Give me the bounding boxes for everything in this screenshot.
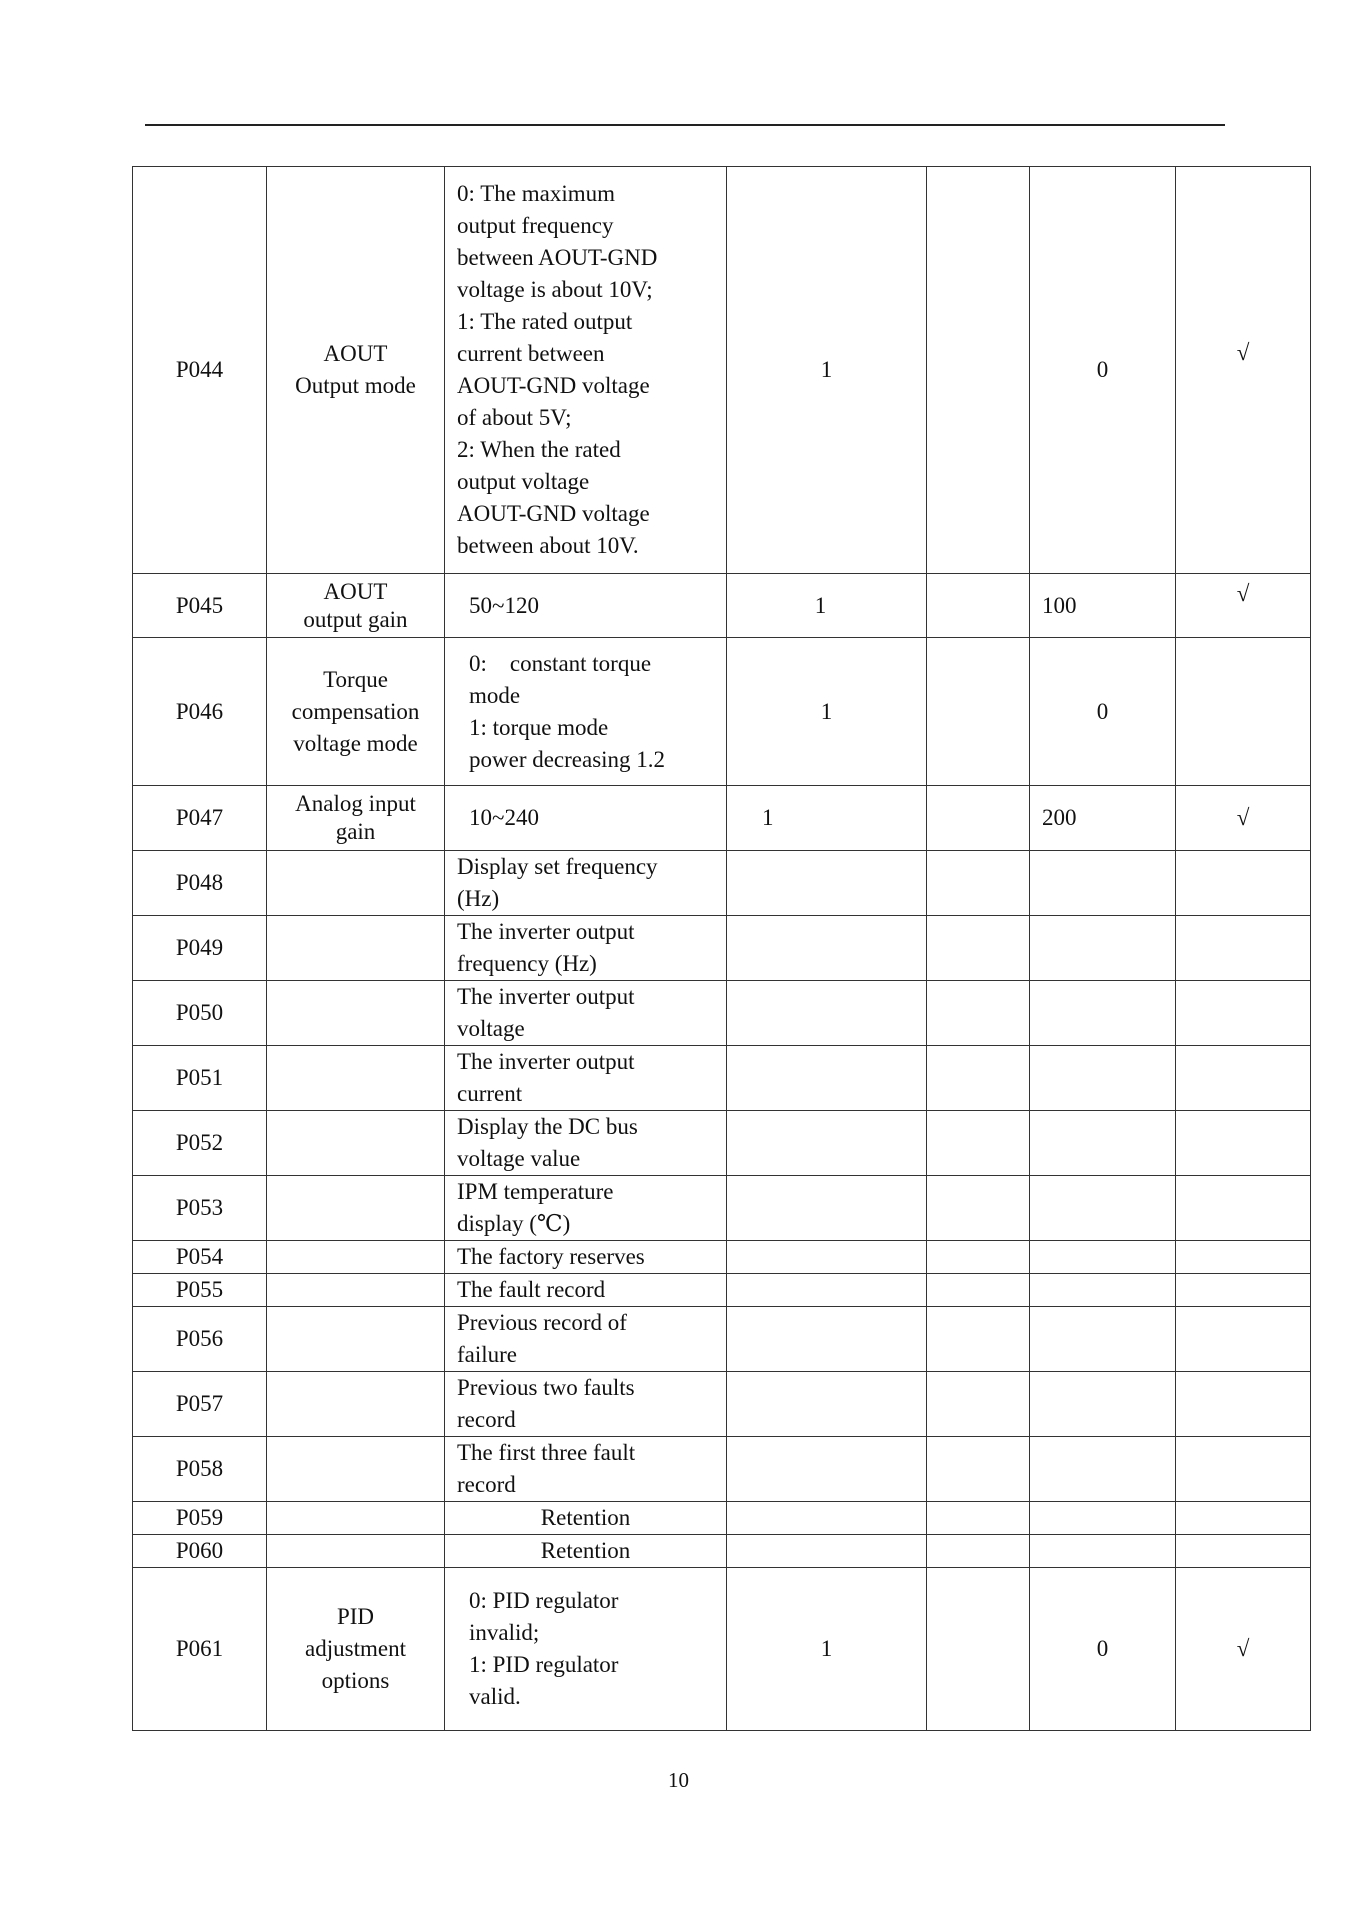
param-name <box>267 1111 445 1176</box>
modify-check <box>1176 1241 1311 1274</box>
empty-cell <box>927 1372 1030 1437</box>
empty-cell <box>927 851 1030 916</box>
empty-cell <box>927 1307 1030 1372</box>
param-default <box>1030 916 1176 981</box>
param-name: AOUT Output mode <box>267 167 445 574</box>
param-default: 100 <box>1030 574 1176 638</box>
parameter-table <box>132 166 1311 1731</box>
param-description: 10~240 <box>445 786 727 851</box>
param-default: 200 <box>1030 786 1176 851</box>
param-name <box>267 851 445 916</box>
param-unit <box>727 1372 927 1437</box>
empty-cell <box>927 786 1030 851</box>
modify-check <box>1176 1046 1311 1111</box>
param-unit: 1 <box>727 786 927 851</box>
param-code: P049 <box>133 916 267 981</box>
table-row <box>133 1274 1311 1307</box>
param-name: Torque compensation voltage mode <box>267 638 445 786</box>
param-description: Display set frequency (Hz) <box>445 851 727 916</box>
param-code: P046 <box>133 638 267 786</box>
modify-check <box>1176 981 1311 1046</box>
param-code: P045 <box>133 574 267 638</box>
param-unit <box>727 851 927 916</box>
param-unit <box>727 1241 927 1274</box>
table-row <box>133 981 1311 1046</box>
param-unit <box>727 1274 927 1307</box>
param-name <box>267 1502 445 1535</box>
param-description: The factory reserves <box>445 1241 727 1274</box>
param-name: Analog input gain <box>267 786 445 851</box>
param-code: P057 <box>133 1372 267 1437</box>
empty-cell <box>927 167 1030 574</box>
param-name <box>267 1274 445 1307</box>
param-description: 50~120 <box>445 574 727 638</box>
table-row <box>133 1307 1311 1372</box>
param-description: The fault record <box>445 1274 727 1307</box>
param-code: P058 <box>133 1437 267 1502</box>
param-code: P060 <box>133 1535 267 1568</box>
empty-cell <box>927 1502 1030 1535</box>
modify-check <box>1176 1437 1311 1502</box>
param-default: 0 <box>1030 167 1176 574</box>
modify-check: √ <box>1176 786 1311 851</box>
param-code: P059 <box>133 1502 267 1535</box>
param-description: The first three fault record <box>445 1437 727 1502</box>
table-row <box>133 851 1311 916</box>
modify-check <box>1176 1372 1311 1437</box>
param-default <box>1030 1372 1176 1437</box>
param-description: The inverter output voltage <box>445 981 727 1046</box>
param-unit <box>727 916 927 981</box>
empty-cell <box>927 1046 1030 1111</box>
table-row <box>133 1535 1311 1568</box>
modify-check: √ <box>1176 1568 1311 1731</box>
param-unit: 1 <box>727 1568 927 1731</box>
param-default <box>1030 1176 1176 1241</box>
param-unit <box>727 1111 927 1176</box>
param-name <box>267 1372 445 1437</box>
table-row <box>133 1046 1311 1111</box>
param-description: 0: The maximum output frequency between AOUT-GND voltage is about 10V; 1: The rated output current between AOUT-GND voltage of about 5V; 2: When the rated output voltage AOUT-GND voltage between about 10V. <box>445 167 727 574</box>
param-name <box>267 1535 445 1568</box>
param-default <box>1030 1307 1176 1372</box>
param-description: IPM temperature display (℃) <box>445 1176 727 1241</box>
modify-check <box>1176 851 1311 916</box>
table-row <box>133 1502 1311 1535</box>
table-row <box>133 1176 1311 1241</box>
param-code: P051 <box>133 1046 267 1111</box>
empty-cell <box>927 1274 1030 1307</box>
param-name <box>267 1437 445 1502</box>
param-code: P052 <box>133 1111 267 1176</box>
empty-cell <box>927 1176 1030 1241</box>
param-name <box>267 916 445 981</box>
param-code: P056 <box>133 1307 267 1372</box>
param-unit: 1 <box>727 638 927 786</box>
param-description: 0: constant torque mode 1: torque mode power decreasing 1.2 <box>445 638 727 786</box>
empty-cell <box>927 1241 1030 1274</box>
empty-cell <box>927 574 1030 638</box>
modify-check <box>1176 916 1311 981</box>
param-default: 0 <box>1030 1568 1176 1731</box>
table-row <box>133 638 1311 786</box>
param-default <box>1030 1274 1176 1307</box>
table-row <box>133 167 1311 574</box>
table-row <box>133 786 1311 851</box>
param-unit: 1 <box>727 167 927 574</box>
param-default <box>1030 1502 1176 1535</box>
param-unit <box>727 1176 927 1241</box>
header-rule <box>145 124 1225 126</box>
table-row <box>133 1372 1311 1437</box>
param-code: P061 <box>133 1568 267 1731</box>
param-default <box>1030 981 1176 1046</box>
page-number: 10 <box>668 1768 689 1792</box>
param-default <box>1030 1111 1176 1176</box>
param-name <box>267 1241 445 1274</box>
param-unit <box>727 1046 927 1111</box>
param-code: P055 <box>133 1274 267 1307</box>
param-code: P053 <box>133 1176 267 1241</box>
param-description: Retention <box>445 1502 727 1535</box>
param-description: Display the DC bus voltage value <box>445 1111 727 1176</box>
param-name <box>267 1307 445 1372</box>
param-code: P047 <box>133 786 267 851</box>
modify-check <box>1176 1111 1311 1176</box>
param-description: 0: PID regulator invalid; 1: PID regulator valid. <box>445 1568 727 1731</box>
param-name <box>267 981 445 1046</box>
modify-check: √ <box>1176 167 1311 574</box>
table-row <box>133 1241 1311 1274</box>
empty-cell <box>927 916 1030 981</box>
param-code: P048 <box>133 851 267 916</box>
param-description: Previous two faults record <box>445 1372 727 1437</box>
param-name <box>267 1046 445 1111</box>
table-row <box>133 1437 1311 1502</box>
param-unit <box>727 1502 927 1535</box>
table-row <box>133 916 1311 981</box>
empty-cell <box>927 1437 1030 1502</box>
param-default <box>1030 1046 1176 1111</box>
modify-check <box>1176 1535 1311 1568</box>
param-default <box>1030 851 1176 916</box>
empty-cell <box>927 981 1030 1046</box>
modify-check <box>1176 1176 1311 1241</box>
param-default <box>1030 1437 1176 1502</box>
modify-check <box>1176 638 1311 786</box>
param-unit <box>727 1535 927 1568</box>
param-description: Retention <box>445 1535 727 1568</box>
param-description: Previous record of failure <box>445 1307 727 1372</box>
modify-check <box>1176 1274 1311 1307</box>
modify-check <box>1176 1502 1311 1535</box>
table-row <box>133 574 1311 638</box>
param-description: The inverter output current <box>445 1046 727 1111</box>
modify-check: √ <box>1176 574 1311 638</box>
param-code: P054 <box>133 1241 267 1274</box>
modify-check <box>1176 1307 1311 1372</box>
param-name: PID adjustment options <box>267 1568 445 1731</box>
param-default <box>1030 1241 1176 1274</box>
param-default <box>1030 1535 1176 1568</box>
param-code: P050 <box>133 981 267 1046</box>
param-name: AOUT output gain <box>267 574 445 638</box>
param-unit <box>727 1307 927 1372</box>
param-name <box>267 1176 445 1241</box>
empty-cell <box>927 1111 1030 1176</box>
param-unit <box>727 981 927 1046</box>
empty-cell <box>927 1535 1030 1568</box>
param-description: The inverter output frequency (Hz) <box>445 916 727 981</box>
param-unit <box>727 1437 927 1502</box>
empty-cell <box>927 638 1030 786</box>
param-unit: 1 <box>727 574 927 638</box>
param-code: P044 <box>133 167 267 574</box>
table-row <box>133 1111 1311 1176</box>
table-row <box>133 1568 1311 1731</box>
empty-cell <box>927 1568 1030 1731</box>
param-default: 0 <box>1030 638 1176 786</box>
